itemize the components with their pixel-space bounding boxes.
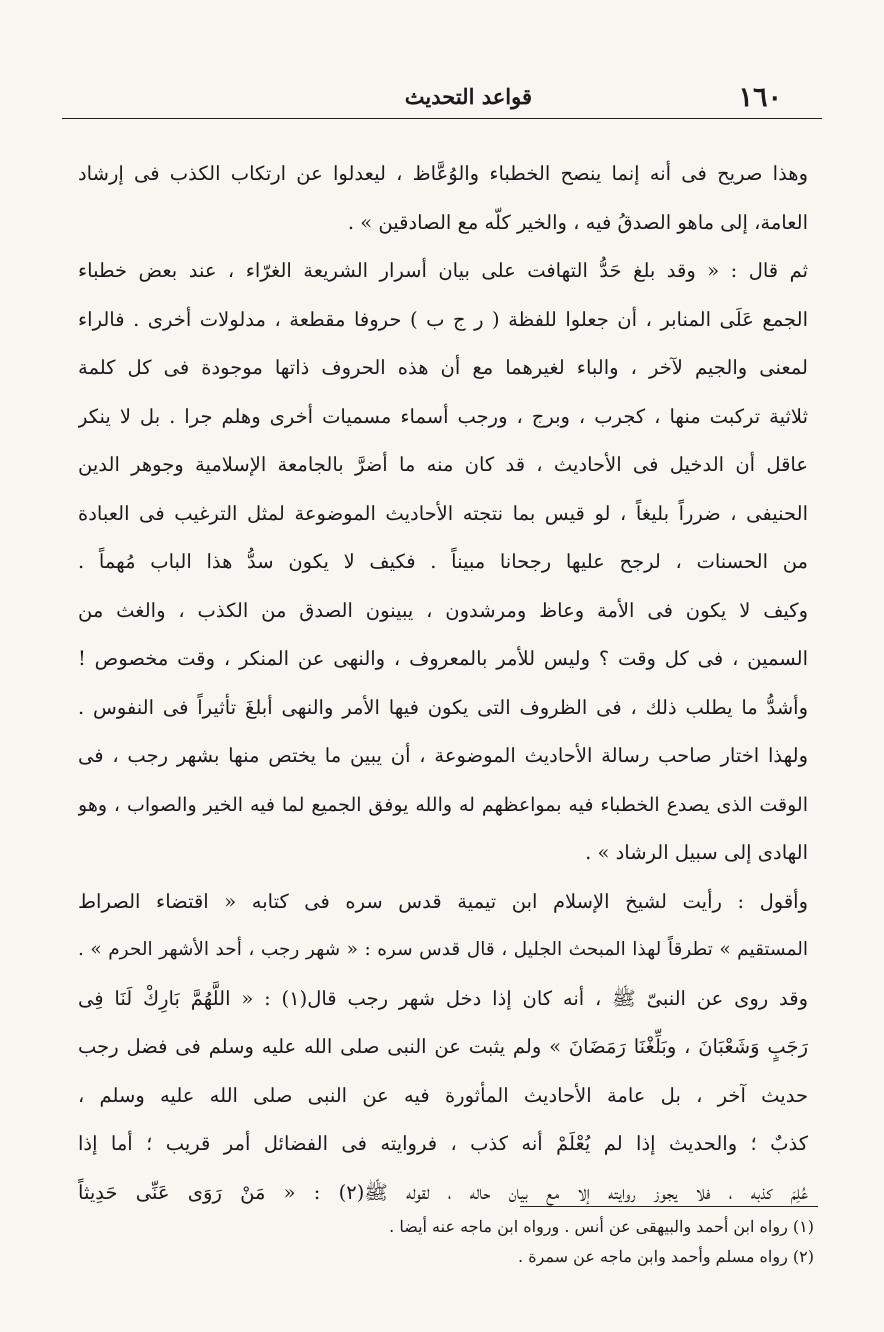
text-line: وكيف لا يكون فى الأمة وعاظ ومرشدون ، يبينون الصدق من الكذب ، والغث من [78,598,808,622]
footnote-divider [520,1206,818,1207]
text-line: الحنيفى ، ضرراً بليغاً ، لو قيس بما نتجته الأحاديث الموضوعة لمثل الترغيب فى العبادة [78,501,808,525]
text-line: رَجَبٍ وَشَعْبَانَ ، وبَلِّغْنَا رَمَضَانَ » ولم يثبت عن النبى صلى الله عليه وسلم فى فضل رجب [78,1035,808,1058]
text-line: وقد روى عن النبىّ ﷺ ، أنه كان إذا دخل شهر رجب قال(١) : « اللَّهُمَّ بَارِكْ لَنَا فِى [78,986,808,1010]
text-line: الهادى إلى سبيل الرشاد » . [585,841,808,864]
footnotes [254,1212,814,1272]
page-number: ١٦٠ [738,82,782,113]
text-line: حديث آخر ، بل عامة الأحاديث المأثورة فيه عن النبى صلى الله عليه وسلم ، [78,1083,808,1107]
text-line: وأقول : رأيت لشيخ الإسلام ابن تيمية قدس سره فى كتابه « اقتضاء الصراط [78,889,808,913]
text-line: وهذا صريح فى أنه إنما ينصح الخطباء والوُعَّاظ ، ليعدلوا عن ارتكاب الكذب فى إرشاد [78,162,808,185]
text-line: ولهذا اختار صاحب رسالة الأحاديث الموضوعة ، أن يبين ما يختص منها بشهر رجب ، فى [78,744,808,767]
text-line: وأشدُّ ما يطلب ذلك ، فى الظروف التى يكون فيها الأمر والنهى أبلغَ تأثيراً فى النفوس . [78,695,808,719]
text-line: المستقيم » تطرقاً لهذا المبحث الجليل ، قال قدس سره : « شهر رجب ، أحد الأشهر الحرم » . [78,939,808,960]
text-line: عُلِمَ كذبه ، فلا يجوز روايته إلا مع بيان حاله ، لقوله ﷺ(٢) : « مَنْ رَوَى عَنِّى حَدِيثاً [78,1180,808,1204]
text-line: العامة، إلى ماهو الصدقُ فيه ، والخير كلّه مع الصادقين » . [347,210,808,234]
text-line: لمعنى والجيم لآخر ، والباء لغيرهما مع أن هذه الحروف ذاتها موجودة فى كل كلمة [78,356,808,379]
text-line: الجمع عَلَى المنابر ، أن جعلوا للفظة ( ر ج ب ) حروفا مقطعة ، مدلولات أخرى . فالراء [78,307,808,331]
text-line: ثلاثية تركبت منها ، كجرب ، وبرج ، ورجب أسماء مسميات أخرى وهلم جرا . بل لا ينكر [78,404,808,428]
body-text [78,150,808,1217]
footnote: (٢) رواه مسلم وأحمد وابن ماجه عن سمرة . [518,1247,814,1266]
text-line: من الحسنات ، لرجح عليها رجحانا مبيناً . فكيف لا يكون سدُّ هذا الباب مُهماً . [78,550,808,573]
footnote: (١) رواه ابن أحمد والبيهقى عن أنس . ورواه ابن ماجه عنه أيضا . [389,1217,814,1236]
text-line: السمين ، فى كل وقت ؟ وليس للأمر بالمعروف ، والنهى عن المنكر ، وقت مخصوص ! [78,647,808,670]
text-line: عاقل أن الدخيل فى الأحاديث ، قد كان منه ما أضرَّ بالجامعة الإسلامية وجوهر الدين [78,453,808,476]
text-line: ثم قال : « وقد بلغ حَدُّ التهافت على بيان أسرار الشريعة الغرّاء ، عند بعض خطباء [78,259,808,282]
page-header [62,78,822,119]
text-line: كذبٌ ؛ والحديث إذا لم يُعْلَمْ أنه كذب ، فروايته فى الفضائل أمر قريب ؛ أما إذا [78,1132,808,1155]
text-line: الوقت الذى يصدع الخطباء فيه بمواعظهم له والله يوفق الجميع لما فيه الخير والصواب ، وهو [78,793,808,816]
running-title: قواعد التحديث [404,84,532,109]
